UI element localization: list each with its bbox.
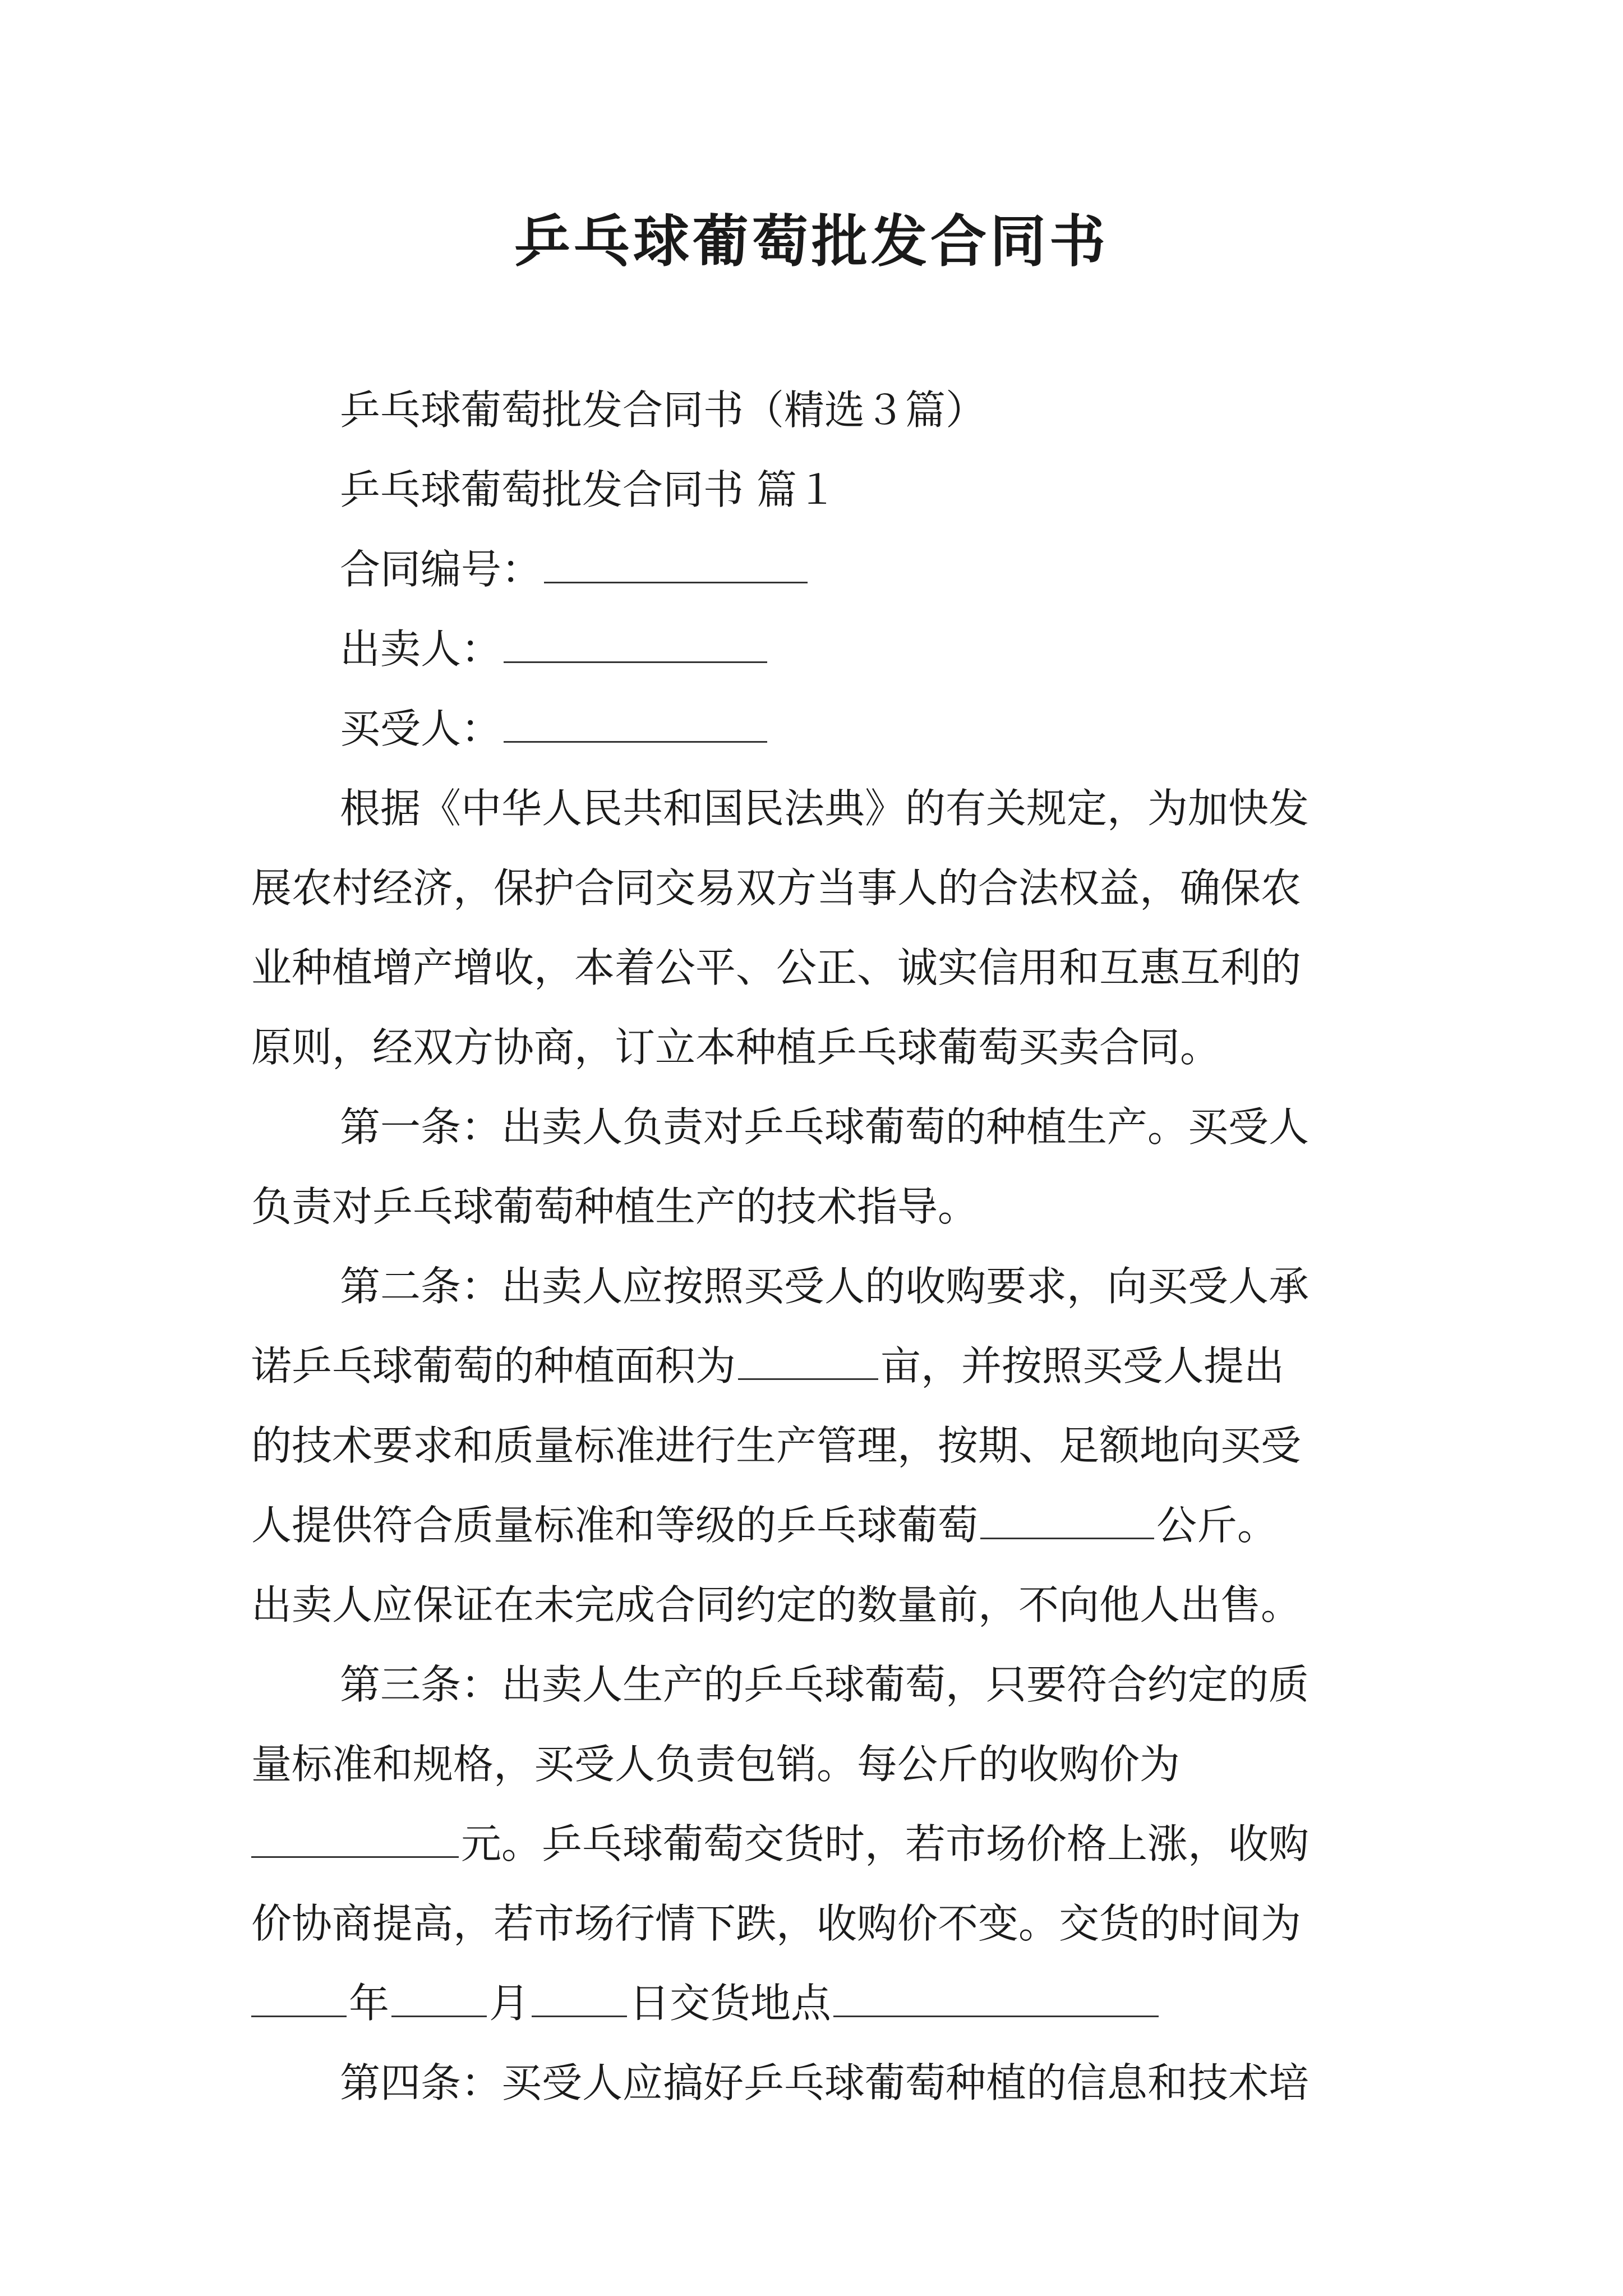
buyer-field	[251, 689, 1393, 769]
article-3-text: 元。乒乓球葡萄交货时，若市场价格上涨，收购	[461, 1820, 1310, 1867]
contract-number-blank[interactable]	[544, 548, 808, 583]
article-2-text: 公斤。	[1156, 1502, 1278, 1549]
section-heading: 乒乓球葡萄批发合同书 篇１	[340, 466, 837, 513]
article-4-line: 第四条：买受人应搞好乒乓球葡萄种植的信息和技术培	[340, 2059, 1310, 2106]
article-3-line: 价协商提高，若市场行情下跌，收购价不变。交货的时间为	[251, 1900, 1302, 1947]
document-title: 乒乓球葡萄批发合同书	[514, 208, 1109, 274]
intro-line: 业种植增产增收，本着公平、公正、诚实信用和互惠互利的	[251, 944, 1302, 991]
article-2-line: 第二条：出卖人应按照买受人的收购要求，向买受人承	[340, 1263, 1310, 1310]
delivery-month-blank[interactable]	[391, 1982, 487, 2017]
article-1-line: 第一条：出卖人负责对乒乓球葡萄的种植生产。买受人	[340, 1103, 1310, 1151]
seller-field	[251, 609, 1393, 689]
article-3-line: 第三条：出卖人生产的乒乓球葡萄，只要符合约定的质	[340, 1661, 1310, 1708]
delivery-year-blank[interactable]	[251, 1982, 347, 2017]
intro-line: 展农村经济，保护合同交易双方当事人的合法权益，确保农	[251, 864, 1302, 912]
buyer-blank[interactable]	[504, 707, 767, 743]
contract-number-field	[251, 530, 1393, 609]
article-1-line: 负责对乒乓球葡萄种植生产的技术指导。	[251, 1183, 979, 1230]
delivery-day-blank[interactable]	[532, 1982, 627, 2017]
buyer-label: 买受人：	[340, 705, 502, 752]
intro-line: 原则，经双方协商，订立本种植乒乓球葡萄买卖合同。	[251, 1024, 1221, 1071]
year-label: 年	[349, 1980, 390, 2027]
intro-line: 根据《中华人民共和国民法典》的有关规定，为加快发	[340, 785, 1310, 832]
price-blank[interactable]	[251, 1823, 459, 1858]
delivery-place-blank[interactable]	[833, 1982, 1159, 2017]
article-2-line: 的技术要求和质量标准进行生产管理，按期、足额地向买受	[251, 1422, 1302, 1469]
article-2-line: 出卖人应保证在未完成合同约定的数量前，不向他人出售。	[251, 1581, 1302, 1628]
article-2-text: 亩，并按照买受人提出	[880, 1342, 1285, 1389]
quantity-kg-blank[interactable]	[980, 1504, 1154, 1539]
document-body	[251, 370, 1393, 2123]
article-2-line	[251, 1326, 1393, 1406]
subtitle: 乒乓球葡萄批发合同书（精选３篇）	[340, 386, 986, 434]
article-2-text: 人提供符合质量标准和等级的乒乓球葡萄	[251, 1502, 979, 1549]
article-3-line	[251, 1804, 1393, 1884]
contract-number-label: 合同编号：	[340, 546, 542, 593]
day-place-label: 日交货地点	[629, 1980, 832, 2027]
seller-blank[interactable]	[504, 628, 767, 663]
article-3-line	[251, 1963, 1393, 2043]
article-3-line: 量标准和规格，买受人负责包销。每公斤的收购价为	[251, 1741, 1181, 1788]
seller-label: 出卖人：	[340, 625, 502, 673]
area-mu-blank[interactable]	[738, 1345, 878, 1380]
article-2-line	[251, 1485, 1393, 1565]
month-label: 月	[489, 1980, 530, 2027]
article-2-text: 诺乒乓球葡萄的种植面积为	[251, 1342, 736, 1389]
